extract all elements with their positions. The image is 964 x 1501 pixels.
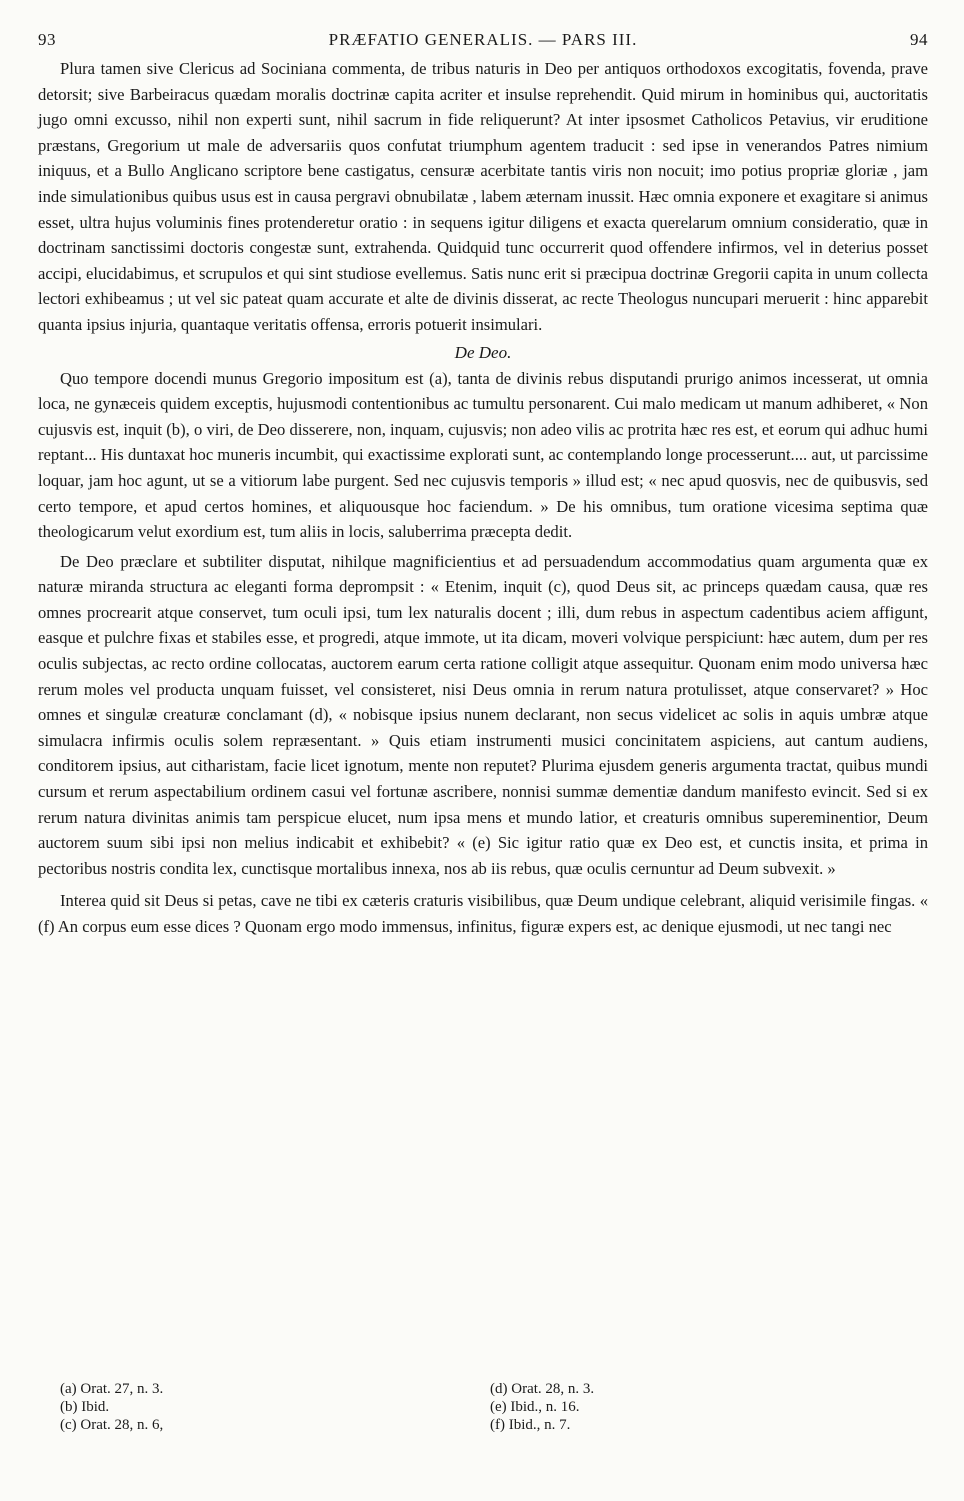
right-page-number: 94: [909, 30, 928, 49]
footnotes-right: [490, 1380, 920, 1434]
paragraph-4: Interea quid sit Deus si petas, cave ne tibi ex cæteris craturis visibilibus, quæ Deum undique celebrant, aliquid verisimile fingas. « (f) An corpus eum esse dices ? Quonam ergo modo immensus, infinitus, figuræ expers est, ac denique ejusmodi, ut nec tangi nec: [38, 891, 928, 936]
paragraph-2: Quo tempore docendi munus Gregorio impositum est (a), tanta de divinis rebus disputandi prurigo animos incesserat, ut omnia loca, ne gynæceis quidem exceptis, hujusmodi contentionibus ac tumultu personarent. Cui malo medicam ut manum adhiberet, « Non cujusvis est, inquit (b), o viri, de Deo disserere, non, inquam, cujusvis; non adeo vilis ac protrita hæc res est, et eorum qui adhuc humi reptant... His duntaxat hoc muneris incumbit, qui exactissime explorati sunt, ac contemplando longe processerunt.... aut, ut parcissime loquar, jam hoc agunt, ut se a vitiorum labe purgent. Sed nec cujusvis temporis » illud est; « nec apud quosvis, nec de quibusvis, sed certo tempore, et apud certos homines, et aliquousque hoc faciendum. » De his omnibus, tum oratione vicesima septima quæ theologicarum velut exordium est, tum aliis in locis, saluberrima præcepta dedit.: [38, 368, 928, 542]
footnote-d: (d) Orat. 28, n. 3.: [490, 1381, 595, 1397]
footnote-b: (b) Ibid.: [60, 1399, 110, 1415]
running-title: PRÆFATIO GENERALIS. — PARS III.: [328, 30, 638, 49]
footnote-e: (e) Ibid., n. 16.: [490, 1399, 580, 1415]
left-page-number: 93: [38, 30, 56, 49]
footnote-c: (c) Orat. 28, n. 6,: [60, 1417, 164, 1433]
footnotes: [60, 1380, 920, 1434]
paragraph-1: Plura tamen sive Clericus ad Sociniana commenta, de tribus naturis in Deo per antiquos orthodoxos excogitatis, fovenda, prave detorsit; sive Barbeiracus quædam moralis doctrinæ capita acriter et insulse reprehendit. Quid mirum in hominibus qui, auctoritatis jugo omni excusso, nihil non experti sunt, nihil sacrum in fide reliquerunt? At inter ipsosmet Catholicos Petavius, vir eruditione præstans, Gregorium ut male de adversariis quos confutat triumphum agentem traducit : sed ipse in venerandos Patres nimium iniquus, et a Bullo Anglicano scriptore bene castigatus, censuræ acerbitate tantis viris non nocuit; imo potius propriæ gloriæ , jam inde simulationibus quibus usus est in causa pergravi obnubilatæ , labem æternam inussit. Hæc omnia exponere et exagitare si animus esset, ultra hujus voluminis fines protenderetur oratio : in sequens igitur diligens et exacta querelarum omnium consideratio, quæ in doctrinam sanctissimi doctoris congestæ sunt, extrahenda. Quidquid tunc occurrerit quod offendere infirmos, vel in deterius posset accipi, elucidabimus, et scrupulos et qui sint studiose evellemus. Satis nunc erit si præcipua doctrinæ Gregorii capita in unum collecta lectori exhibeamus ; ut vel sic pateat quam accurate et alte de divinis disserat, ac recte Theologus nuncupari meruerit : hinc apparebit quanta ipsius injuria, quantaque veritatis offensa, erroris potuerit insimulari.: [38, 59, 928, 334]
footnote-a: (a) Orat. 27, n. 3.: [60, 1381, 164, 1397]
page-header: [38, 30, 928, 56]
page: [38, 30, 928, 940]
paragraph-3: De Deo præclare et subtiliter disputat, nihilque magnificientius et ad persuadendum accommodatius quam argumenta quæ ex naturæ miranda structura ac eleganti forma deprompsit : « Etenim, inquit (c), quod Deus sit, ac princeps quædam causa, quæ res omnes procrearit atque conservet, tum oculi ipsi, tum lex naturalis docent ; illi, dum rebus in aspectum cadentibus aciem affigunt, easque et pulchre fixas et stabiles esse, et progredi, atque immote, ut ita dicam, moveri volvique perspiciunt: hæc autem, dum per res oculis subjectas, ac recto ordine collocatas, auctorem earum certa ratione colligit atque assequitur. Quonam enim modo universa hæc rerum moles vel producta unquam fuisset, vel consisteret, nisi Deus omnia in rerum natura protulisset, atque conservaret? » Hoc omnes et singulæ creaturæ conclamant (d), « nobisque ipsius nunem declarant, non secus videlicet ac solis in aquis umbræ atque simulacra infirmis oculis solem repræsentant. » Quis etiam instrumenti musici concinitatem aspiciens, aut cantum audiens, conditorem ipsius, aut citharistam, facie licet ignotum, mente non reputet? Plurima ejusdem generis argumenta tractat, quibus mundi cursum et rerum aspectabilium ordinem casui vel fortunæ ascribere, nonnisi summæ dementiæ dandum manifesto evincit. Sed si ex rerum natura divinitas animis tam perspicue elucet, num ipsa mens et mundo latior, et creaturis omnibus supereminentior, Deum auctorem suum sibi ipsi non melius indicabit et exhibebit? « (e) Sic igitur ratio quæ ex Deo est, et cunctis insita, et prima in pectoribus nostris condita lex, cunctisque mortalibus innexa, nos ab iis rebus, quæ oculis cernuntur ad Deum subvexit. »: [38, 551, 928, 878]
footnotes-left: [60, 1380, 490, 1434]
footnote-f: (f) Ibid., n. 7.: [490, 1417, 571, 1433]
section-heading: De Deo.: [454, 342, 512, 362]
main-text: [38, 56, 928, 940]
